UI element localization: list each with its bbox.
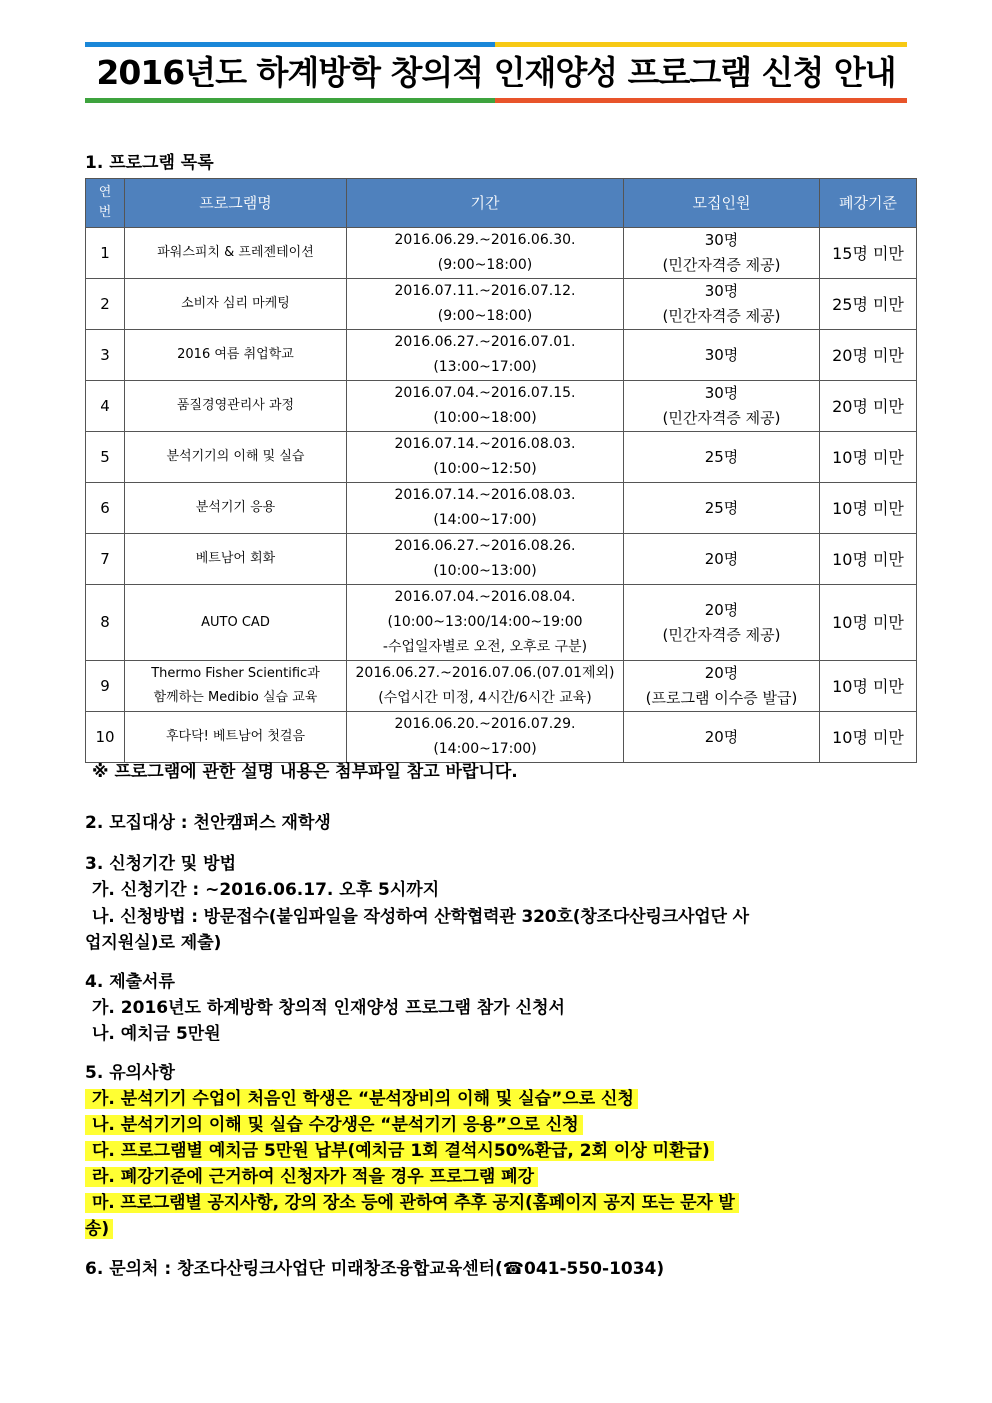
recruit-count (624, 432, 820, 483)
table-row (86, 483, 917, 534)
recruit-count (624, 381, 820, 432)
recruit-count-line: 20명 (704, 664, 739, 682)
program-period-line: 2016.06.29.~2016.06.30. (394, 232, 576, 248)
table-row (86, 661, 917, 712)
program-name (125, 661, 347, 712)
program-period (347, 661, 624, 712)
program-period (347, 330, 624, 381)
program-name-line: 함께하는 Medibio 실습 교육 (153, 690, 318, 705)
recruit-count (624, 279, 820, 330)
recruit-count-line: 30명 (704, 282, 739, 300)
program-period-line: 2016.07.14.~2016.08.03. (394, 487, 576, 503)
row-number: 9 (86, 661, 125, 712)
section3-item-na-2: 업지원실)로 제출) (85, 933, 222, 953)
col-header-name: 프로그램명 (125, 179, 347, 228)
program-name (125, 432, 347, 483)
row-number: 1 (86, 228, 125, 279)
section5-item-ma-2-text: 송) (85, 1219, 113, 1239)
program-period-line: 2016.06.20.~2016.07.29. (394, 716, 576, 732)
program-period-line: (10:00~13:00) (433, 563, 537, 579)
program-name (125, 534, 347, 585)
program-period-line: 2016.07.04.~2016.07.15. (394, 385, 576, 401)
recruit-count-line: 20명 (704, 549, 739, 568)
section5-item-da (85, 1136, 714, 1161)
program-name (125, 712, 347, 763)
program-period (347, 432, 624, 483)
table-header-row (86, 179, 917, 228)
cancel-criteria: 10명 미만 (820, 712, 917, 763)
recruit-count (624, 585, 820, 661)
program-name-line: 품질경영관리사 과정 (176, 398, 295, 413)
cancel-criteria: 25명 미만 (820, 279, 917, 330)
section5-item-ga (85, 1084, 638, 1109)
recruit-count (624, 712, 820, 763)
program-period-line: (14:00~17:00) (433, 512, 537, 528)
section4-heading: 4. 제출서류 (85, 972, 175, 992)
title-bar-green (85, 98, 495, 103)
recruit-count (624, 228, 820, 279)
section5-heading: 5. 유의사항 (85, 1063, 175, 1083)
table-row (86, 228, 917, 279)
table-row (86, 381, 917, 432)
program-period-line: -수업일자별로 오전, 오후로 구분) (382, 639, 588, 655)
section4-item-na: 나. 예치금 5만원 (92, 1024, 221, 1044)
section5-item-ga-text: 가. 분석기기 수업이 처음인 학생은 “분석장비의 이해 및 실습”으로 신청 (85, 1089, 638, 1109)
col-header-count: 모집인원 (624, 179, 820, 228)
row-number: 5 (86, 432, 125, 483)
recruit-count-line: (프로그램 이수증 발급) (645, 689, 798, 707)
cancel-criteria: 15명 미만 (820, 228, 917, 279)
recruit-count-line: (민간자격증 제공) (662, 409, 781, 427)
cancel-criteria: 10명 미만 (820, 661, 917, 712)
section5-item-ra (85, 1162, 538, 1187)
section4-item-ga: 가. 2016년도 하계방학 창의적 인재양성 프로그램 참가 신청서 (92, 998, 565, 1018)
program-name-line: 분석기기의 이해 및 실습 (166, 449, 305, 464)
row-number: 8 (86, 585, 125, 661)
program-name (125, 483, 347, 534)
program-name-line: 베트남어 회화 (195, 551, 276, 566)
recruit-count-line: (민간자격증 제공) (662, 256, 781, 274)
program-name-line: 분석기기 응용 (195, 500, 276, 515)
section6-text: 6. 문의처 : 창조다산링크사업단 미래창조융합교육센터(☎041-550-1034) (85, 1259, 665, 1279)
section5-item-ma (85, 1188, 739, 1213)
program-period-line: 2016.06.27.~2016.07.01. (394, 334, 576, 350)
program-name (125, 330, 347, 381)
section5-item-da-text: 다. 프로그램별 예치금 5만원 납부(예치금 1회 결석시50%환급, 2회 이상 미환급) (85, 1141, 714, 1161)
recruit-count-line: 30명 (704, 345, 739, 364)
table-note: ※ 프로그램에 관한 설명 내용은 첨부파일 참고 바랍니다. (92, 762, 518, 782)
program-period-line: (10:00~12:50) (433, 461, 537, 477)
recruit-count-line: 30명 (704, 231, 739, 249)
row-number: 6 (86, 483, 125, 534)
table-row (86, 585, 917, 661)
recruit-count (624, 483, 820, 534)
cancel-criteria: 20명 미만 (820, 381, 917, 432)
section5-item-na (85, 1110, 583, 1135)
col-header-criteria: 폐강기준 (820, 179, 917, 228)
program-table (85, 178, 917, 763)
recruit-count-line: (민간자격증 제공) (662, 625, 781, 644)
table-body (86, 228, 917, 763)
program-period (347, 483, 624, 534)
program-name (125, 279, 347, 330)
program-name (125, 585, 347, 661)
table-row (86, 279, 917, 330)
recruit-count-line: 30명 (704, 384, 739, 402)
program-period-line: 2016.07.04.~2016.08.04. (394, 589, 576, 605)
program-period (347, 534, 624, 585)
program-period (347, 712, 624, 763)
title-block (85, 42, 907, 104)
row-number: 4 (86, 381, 125, 432)
cancel-criteria: 20명 미만 (820, 330, 917, 381)
cancel-criteria: 10명 미만 (820, 534, 917, 585)
program-period-line: 2016.07.11.~2016.07.12. (394, 283, 576, 299)
recruit-count (624, 661, 820, 712)
col-header-no (86, 179, 125, 228)
section5-item-na-text: 나. 분석기기의 이해 및 실습 수강생은 “분석기기 응용”으로 신청 (85, 1115, 583, 1135)
program-period (347, 381, 624, 432)
recruit-count-line: 20명 (704, 727, 739, 746)
section5-item-ma-2 (85, 1214, 113, 1239)
cancel-criteria: 10명 미만 (820, 585, 917, 661)
table-row (86, 534, 917, 585)
section3-item-na-1: 나. 신청방법 : 방문접수(붙임파일을 작성하여 산학협력관 320호(창조다산링크사업단 사 (92, 907, 749, 927)
section1-heading: 1. 프로그램 목록 (85, 153, 214, 173)
program-period (347, 279, 624, 330)
program-name (125, 381, 347, 432)
recruit-count-line: 25명 (704, 498, 739, 517)
program-period-line: (10:00~18:00) (433, 410, 537, 426)
program-period-line: (14:00~17:00) (433, 741, 537, 757)
program-name-line: 파워스피치 & 프레젠테이션 (157, 245, 314, 260)
program-period (347, 585, 624, 661)
program-period (347, 228, 624, 279)
title-bar-blue (85, 42, 495, 47)
section3-item-ga: 가. 신청기간 : ~2016.06.17. 오후 5시까지 (92, 880, 440, 900)
row-number: 3 (86, 330, 125, 381)
table-row (86, 712, 917, 763)
program-period-line: (10:00~13:00/14:00~19:00 (387, 614, 583, 630)
row-number: 2 (86, 279, 125, 330)
program-name-line: Thermo Fisher Scientific과 (151, 666, 320, 681)
program-period-line: (9:00~18:00) (437, 257, 533, 273)
row-number: 10 (86, 712, 125, 763)
recruit-count-line: (민간자격증 제공) (662, 307, 781, 325)
row-number: 7 (86, 534, 125, 585)
section5-item-ma-text: 마. 프로그램별 공지사항, 강의 장소 등에 관하여 추후 공지(홈페이지 공지 또는 문자 발 (85, 1193, 739, 1213)
program-name-line: AUTO CAD (201, 614, 270, 630)
program-name-line: 소비자 심리 마케팅 (181, 296, 290, 311)
table-row (86, 330, 917, 381)
col-header-period: 기간 (347, 179, 624, 228)
section3-heading: 3. 신청기간 및 방법 (85, 854, 236, 874)
table-row (86, 432, 917, 483)
cancel-criteria: 10명 미만 (820, 432, 917, 483)
recruit-count-line: 20명 (704, 600, 739, 619)
program-period-line: 2016.06.27.~2016.08.26. (394, 538, 576, 554)
recruit-count-line: 25명 (704, 447, 739, 466)
page-title: 2016년도 하계방학 창의적 인재양성 프로그램 신청 안내 (96, 53, 896, 92)
title-bar-orange (495, 98, 907, 103)
section2-text: 2. 모집대상 : 천안캠퍼스 재학생 (85, 813, 331, 833)
program-period-line: (9:00~18:00) (437, 308, 533, 324)
program-period-line: 2016.06.27.~2016.07.06.(07.01제외) (355, 665, 615, 681)
col-header-no-label: 연번 (98, 185, 112, 220)
title-bar-yellow (495, 42, 907, 47)
recruit-count (624, 330, 820, 381)
program-period-line: 2016.07.14.~2016.08.03. (394, 436, 576, 452)
cancel-criteria: 10명 미만 (820, 483, 917, 534)
program-name-line: 후다닥! 베트남어 첫걸음 (165, 729, 306, 744)
program-period-line: (13:00~17:00) (433, 359, 537, 375)
program-name (125, 228, 347, 279)
recruit-count (624, 534, 820, 585)
section5-item-ra-text: 라. 폐강기준에 근거하여 신청자가 적을 경우 프로그램 폐강 (85, 1167, 538, 1187)
program-period-line: (수업시간 미정, 4시간/6시간 교육) (378, 690, 592, 706)
program-name-line: 2016 여름 취업학교 (177, 347, 294, 362)
